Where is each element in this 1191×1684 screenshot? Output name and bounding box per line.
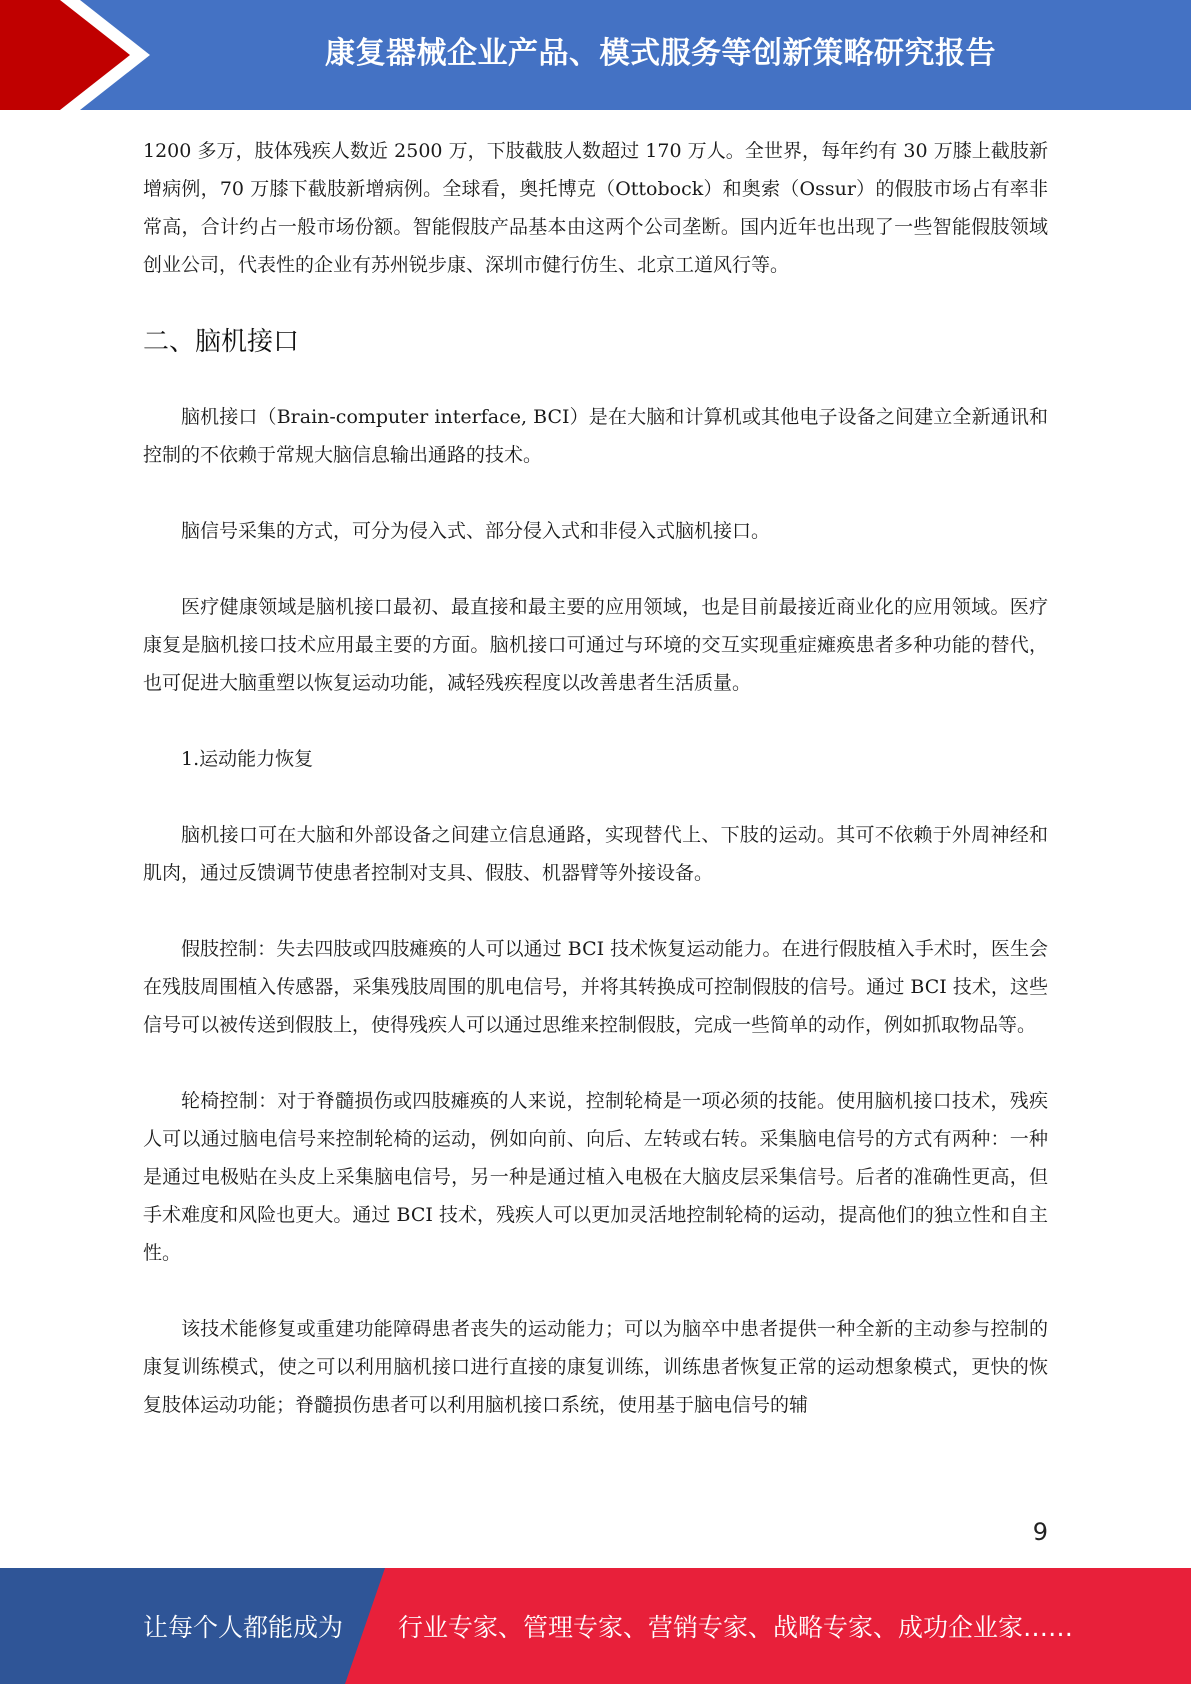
subheading-motor-recovery: 1.运动能力恢复: [181, 748, 314, 770]
paragraph-prosthetic-control: 假肢控制：失去四肢或四肢瘫痪的人可以通过 BCI 技术恢复运动能力。在进行假肢植入手术时，医生会在残肢周围植入传感器，采集残肢周围的肌电信号，并将其转换成可控制假肢的信号。通过 BCI 技术，这些信号可以被传送到假肢上，使得残疾人可以通过思维来控制假肢，完成一些简单的动作，例如抓取物品等。: [143, 938, 1048, 1036]
paragraph-motor: 脑机接口可在大脑和外部设备之间建立信息通路，实现替代上、下肢的运动。其可不依赖于外周神经和肌肉，通过反馈调节使患者控制对支具、假肢、机器臂等外接设备。: [143, 824, 1048, 884]
document-body: [143, 132, 1048, 1424]
paragraph-rehabilitation: 该技术能修复或重建功能障碍患者丧失的运动能力；可以为脑卒中患者提供一种全新的主动参与控制的康复训练模式，使之可以利用脑机接口进行直接的康复训练，训练患者恢复正常的运动想象模式，更快的恢复肢体运动功能；脊髓损伤患者可以利用脑机接口系统，使用基于脑电信号的辅: [143, 1318, 1048, 1416]
paragraph-bci-medical: 医疗健康领域是脑机接口最初、最直接和最主要的应用领域，也是目前最接近商业化的应用领域。医疗康复是脑机接口技术应用最主要的方面。脑机接口可通过与环境的交互实现重症瘫痪患者多种功能的替代，也可促进大脑重塑以恢复运动功能，减轻残疾程度以改善患者生活质量。: [143, 596, 1048, 694]
paragraph-bci-definition: 脑机接口（Brain-computer interface, BCI）是在大脑和计算机或其他电子设备之间建立全新通讯和控制的不依赖于常规大脑信息输出通路的技术。: [143, 406, 1048, 466]
footer-slogan-right: 行业专家、管理专家、营销专家、战略专家、成功企业家……: [398, 1613, 1074, 1642]
paragraph-bci-types: 脑信号采集的方式，可分为侵入式、部分侵入式和非侵入式脑机接口。: [181, 520, 771, 542]
section-heading: 二、脑机接口: [143, 327, 300, 357]
paragraph-wheelchair-control: 轮椅控制：对于脊髓损伤或四肢瘫痪的人来说，控制轮椅是一项必须的技能。使用脑机接口技术，残疾人可以通过脑电信号来控制轮椅的运动，例如向前、向后、左转或右转。采集脑电信号的方式有两种：一种是通过电极贴在头皮上采集脑电信号，另一种是通过植入电极在大脑皮层采集信号。后者的准确性更高，但手术难度和风险也更大。通过 BCI 技术，残疾人可以更加灵活地控制轮椅的运动，提高他们的独立性和自主性。: [143, 1090, 1048, 1264]
paragraph-intro: 1200 多万，肢体残疾人数近 2500 万，下肢截肢人数超过 170 万人。全世界，每年约有 30 万膝上截肢新增病例，70 万膝下截肢新增病例。全球看，奥托博克（Ottobock）和奥索（Ossur）的假肢市场占有率非常高，合计约占一般市场份额。智能假肢产品基本由这两个公司垄断。国内近年也出现了一些智能假肢领域创业公司，代表性的企业有苏州锐步康、深圳市健行仿生、北京工道风行等。: [143, 140, 1048, 276]
page-number: 9: [1032, 1518, 1048, 1546]
page-footer: [0, 1568, 1191, 1684]
page-header: [0, 0, 1191, 110]
footer-slogan-left: 让每个人都能成为: [143, 1613, 344, 1642]
header-chevron-decoration: [0, 0, 160, 110]
header-title: 康复器械企业产品、模式服务等创新策略研究报告: [325, 36, 996, 71]
